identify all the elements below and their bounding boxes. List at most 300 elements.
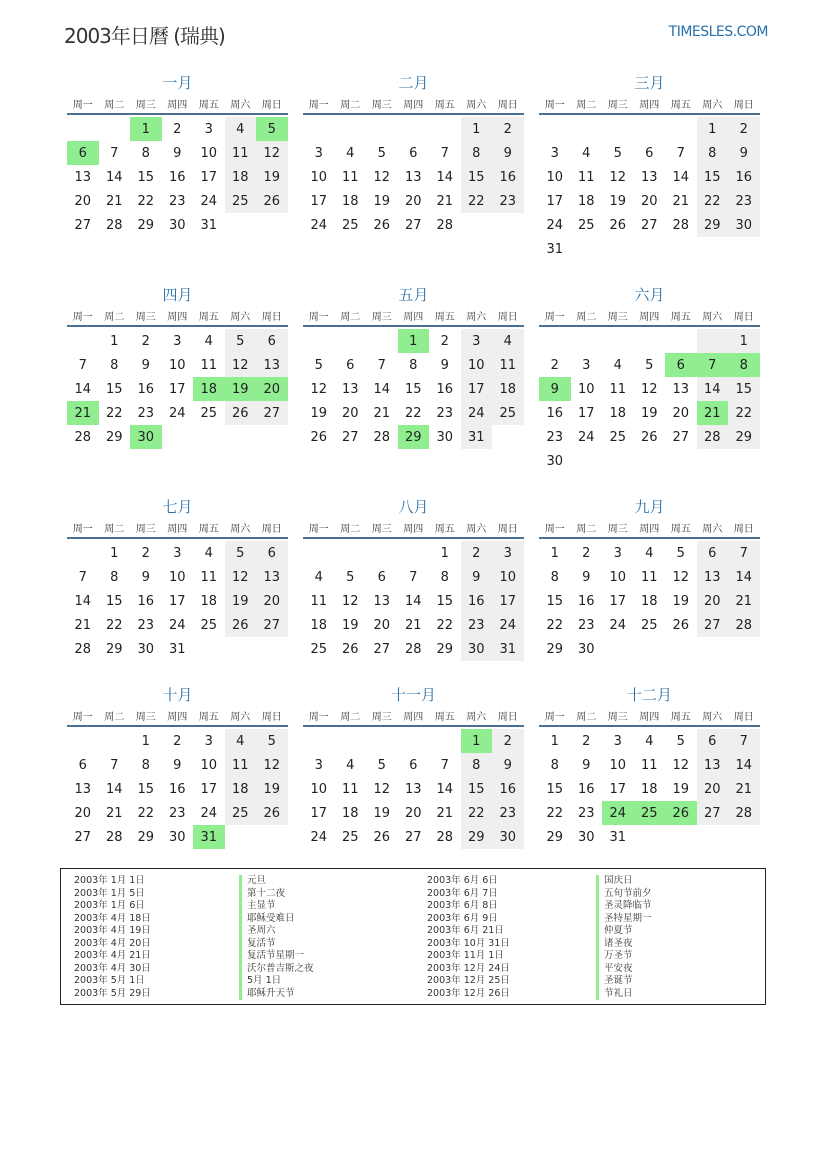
day-cell[interactable]: 8 [409,357,418,373]
day-cell[interactable]: 24 [492,613,524,637]
day-cell[interactable]: 3 [173,545,182,561]
day-cell[interactable]: 4 [613,357,622,373]
day-cell[interactable]: 23 [137,405,155,421]
day-cell[interactable]: 26 [373,829,391,845]
day-cell[interactable]: 9 [141,569,150,585]
day-cell[interactable]: 14 [74,381,92,397]
day-cell[interactable]: 23 [546,429,564,445]
day-cell[interactable]: 15 [461,165,493,189]
day-cell[interactable]: 12 [256,141,288,165]
day-cell[interactable]: 22 [404,405,422,421]
day-cell[interactable]: 1 [550,733,559,749]
day-cell[interactable]: 1 [728,329,760,353]
day-cell[interactable]: 12 [609,169,627,185]
holiday-cell[interactable]: 1 [461,729,493,753]
day-cell[interactable]: 17 [577,405,595,421]
day-cell[interactable]: 28 [436,829,454,845]
day-cell[interactable]: 30 [546,453,564,469]
day-cell[interactable]: 24 [461,401,493,425]
day-cell[interactable]: 19 [609,193,627,209]
day-cell[interactable]: 12 [225,353,257,377]
day-cell[interactable]: 18 [609,405,627,421]
day-cell[interactable]: 3 [492,541,524,565]
day-cell[interactable]: 2 [173,121,182,137]
day-cell[interactable]: 29 [728,425,760,449]
day-cell[interactable]: 9 [440,357,449,373]
day-cell[interactable]: 14 [404,593,422,609]
day-cell[interactable]: 1 [461,117,493,141]
day-cell[interactable]: 20 [697,777,729,801]
day-cell[interactable]: 10 [200,757,218,773]
day-cell[interactable]: 18 [640,781,658,797]
day-cell[interactable]: 9 [173,145,182,161]
day-cell[interactable]: 31 [609,829,627,845]
day-cell[interactable]: 17 [546,193,564,209]
day-cell[interactable]: 4 [204,545,213,561]
day-cell[interactable]: 17 [310,193,328,209]
day-cell[interactable]: 15 [728,377,760,401]
day-cell[interactable]: 13 [373,593,391,609]
day-cell[interactable]: 30 [577,641,595,657]
day-cell[interactable]: 21 [74,617,92,633]
holiday-cell[interactable]: 1 [130,117,162,141]
day-cell[interactable]: 16 [492,777,524,801]
day-cell[interactable]: 12 [310,381,328,397]
day-cell[interactable]: 24 [546,217,564,233]
day-cell[interactable]: 22 [137,193,155,209]
day-cell[interactable]: 2 [492,729,524,753]
day-cell[interactable]: 13 [697,753,729,777]
day-cell[interactable]: 2 [141,333,150,349]
day-cell[interactable]: 24 [200,805,218,821]
day-cell[interactable]: 10 [546,169,564,185]
site-logo[interactable]: TIMESLES.COM [668,24,768,40]
day-cell[interactable]: 28 [74,641,92,657]
day-cell[interactable]: 22 [697,189,729,213]
day-cell[interactable]: 15 [461,777,493,801]
day-cell[interactable]: 23 [168,193,186,209]
day-cell[interactable]: 7 [110,145,119,161]
day-cell[interactable]: 27 [74,217,92,233]
day-cell[interactable]: 13 [341,381,359,397]
day-cell[interactable]: 2 [461,541,493,565]
day-cell[interactable]: 25 [492,401,524,425]
holiday-cell[interactable]: 20 [256,377,288,401]
day-cell[interactable]: 20 [373,617,391,633]
day-cell[interactable]: 7 [440,145,449,161]
day-cell[interactable]: 13 [640,169,658,185]
day-cell[interactable]: 28 [105,829,123,845]
day-cell[interactable]: 4 [582,145,591,161]
day-cell[interactable]: 13 [404,169,422,185]
day-cell[interactable]: 2 [582,733,591,749]
day-cell[interactable]: 11 [577,169,595,185]
day-cell[interactable]: 19 [310,405,328,421]
day-cell[interactable]: 14 [672,169,690,185]
day-cell[interactable]: 17 [609,593,627,609]
day-cell[interactable]: 27 [341,429,359,445]
day-cell[interactable]: 8 [141,145,150,161]
day-cell[interactable]: 16 [728,165,760,189]
day-cell[interactable]: 8 [550,757,559,773]
day-cell[interactable]: 11 [609,381,627,397]
day-cell[interactable]: 17 [200,169,218,185]
day-cell[interactable]: 4 [492,329,524,353]
day-cell[interactable]: 3 [613,733,622,749]
day-cell[interactable]: 10 [310,169,328,185]
day-cell[interactable]: 14 [373,381,391,397]
day-cell[interactable]: 22 [105,405,123,421]
day-cell[interactable]: 16 [168,169,186,185]
day-cell[interactable]: 15 [105,593,123,609]
day-cell[interactable]: 11 [310,593,328,609]
day-cell[interactable]: 12 [341,593,359,609]
day-cell[interactable]: 19 [373,805,391,821]
day-cell[interactable]: 3 [204,733,213,749]
day-cell[interactable]: 3 [204,121,213,137]
day-cell[interactable]: 7 [440,757,449,773]
day-cell[interactable]: 21 [404,617,422,633]
day-cell[interactable]: 20 [74,193,92,209]
day-cell[interactable]: 9 [461,565,493,589]
day-cell[interactable]: 21 [728,589,760,613]
day-cell[interactable]: 4 [645,733,654,749]
day-cell[interactable]: 6 [645,145,654,161]
day-cell[interactable]: 13 [256,353,288,377]
day-cell[interactable]: 7 [78,569,87,585]
day-cell[interactable]: 16 [546,405,564,421]
holiday-cell[interactable]: 6 [67,141,99,165]
day-cell[interactable]: 2 [582,545,591,561]
day-cell[interactable]: 27 [640,217,658,233]
day-cell[interactable]: 30 [728,213,760,237]
day-cell[interactable]: 17 [168,593,186,609]
day-cell[interactable]: 20 [341,405,359,421]
day-cell[interactable]: 14 [74,593,92,609]
day-cell[interactable]: 11 [200,569,218,585]
day-cell[interactable]: 18 [492,377,524,401]
day-cell[interactable]: 9 [492,141,524,165]
day-cell[interactable]: 13 [697,565,729,589]
day-cell[interactable]: 11 [200,357,218,373]
day-cell[interactable]: 13 [74,781,92,797]
day-cell[interactable]: 20 [256,589,288,613]
day-cell[interactable]: 4 [645,545,654,561]
day-cell[interactable]: 20 [404,805,422,821]
day-cell[interactable]: 22 [137,805,155,821]
day-cell[interactable]: 28 [105,217,123,233]
day-cell[interactable]: 31 [461,425,493,449]
holiday-cell[interactable]: 26 [665,801,697,825]
day-cell[interactable]: 8 [110,569,119,585]
day-cell[interactable]: 8 [461,141,493,165]
day-cell[interactable]: 2 [492,117,524,141]
day-cell[interactable]: 27 [697,613,729,637]
holiday-cell[interactable]: 1 [398,329,430,353]
day-cell[interactable]: 16 [577,593,595,609]
holiday-cell[interactable]: 31 [193,825,225,849]
day-cell[interactable]: 3 [173,333,182,349]
day-cell[interactable]: 22 [461,801,493,825]
day-cell[interactable]: 26 [225,613,257,637]
day-cell[interactable]: 30 [492,825,524,849]
day-cell[interactable]: 28 [697,425,729,449]
day-cell[interactable]: 24 [609,617,627,633]
day-cell[interactable]: 15 [436,593,454,609]
day-cell[interactable]: 23 [461,613,493,637]
day-cell[interactable]: 19 [640,405,658,421]
day-cell[interactable]: 9 [492,753,524,777]
day-cell[interactable]: 29 [137,829,155,845]
day-cell[interactable]: 31 [200,217,218,233]
day-cell[interactable]: 5 [676,545,685,561]
day-cell[interactable]: 10 [461,353,493,377]
day-cell[interactable]: 25 [640,617,658,633]
day-cell[interactable]: 19 [225,589,257,613]
day-cell[interactable]: 17 [609,781,627,797]
day-cell[interactable]: 20 [672,405,690,421]
day-cell[interactable]: 14 [105,781,123,797]
day-cell[interactable]: 15 [137,781,155,797]
holiday-cell[interactable]: 5 [256,117,288,141]
day-cell[interactable]: 28 [404,641,422,657]
day-cell[interactable]: 10 [577,381,595,397]
day-cell[interactable]: 30 [577,829,595,845]
day-cell[interactable]: 11 [341,781,359,797]
day-cell[interactable]: 16 [137,381,155,397]
day-cell[interactable]: 9 [582,569,591,585]
holiday-cell[interactable]: 9 [539,377,571,401]
day-cell[interactable]: 21 [105,193,123,209]
day-cell[interactable]: 30 [137,641,155,657]
day-cell[interactable]: 12 [672,757,690,773]
day-cell[interactable]: 2 [440,333,449,349]
day-cell[interactable]: 22 [546,617,564,633]
day-cell[interactable]: 28 [728,801,760,825]
day-cell[interactable]: 28 [672,217,690,233]
holiday-cell[interactable]: 21 [67,401,99,425]
day-cell[interactable]: 30 [461,637,493,661]
day-cell[interactable]: 7 [676,145,685,161]
day-cell[interactable]: 11 [341,169,359,185]
day-cell[interactable]: 22 [546,805,564,821]
day-cell[interactable]: 6 [409,145,418,161]
day-cell[interactable]: 25 [341,829,359,845]
day-cell[interactable]: 26 [672,617,690,633]
day-cell[interactable]: 25 [225,189,257,213]
day-cell[interactable]: 13 [74,169,92,185]
day-cell[interactable]: 21 [672,193,690,209]
day-cell[interactable]: 8 [110,357,119,373]
day-cell[interactable]: 23 [492,801,524,825]
day-cell[interactable]: 31 [168,641,186,657]
day-cell[interactable]: 7 [728,541,760,565]
day-cell[interactable]: 11 [640,757,658,773]
day-cell[interactable]: 14 [436,169,454,185]
day-cell[interactable]: 5 [377,145,386,161]
day-cell[interactable]: 6 [78,757,87,773]
day-cell[interactable]: 27 [373,641,391,657]
day-cell[interactable]: 29 [697,213,729,237]
day-cell[interactable]: 1 [141,733,150,749]
day-cell[interactable]: 18 [225,165,257,189]
day-cell[interactable]: 12 [640,381,658,397]
day-cell[interactable]: 1 [110,545,119,561]
day-cell[interactable]: 12 [373,781,391,797]
holiday-cell[interactable]: 7 [697,353,729,377]
day-cell[interactable]: 6 [377,569,386,585]
day-cell[interactable]: 17 [200,781,218,797]
day-cell[interactable]: 7 [409,569,418,585]
day-cell[interactable]: 1 [110,333,119,349]
day-cell[interactable]: 16 [577,781,595,797]
day-cell[interactable]: 2 [550,357,559,373]
day-cell[interactable]: 4 [314,569,323,585]
day-cell[interactable]: 4 [225,729,257,753]
day-cell[interactable]: 30 [168,829,186,845]
day-cell[interactable]: 23 [577,617,595,633]
day-cell[interactable]: 6 [409,757,418,773]
day-cell[interactable]: 26 [310,429,328,445]
day-cell[interactable]: 14 [697,377,729,401]
day-cell[interactable]: 30 [168,217,186,233]
day-cell[interactable]: 20 [640,193,658,209]
day-cell[interactable]: 4 [204,333,213,349]
day-cell[interactable]: 10 [200,145,218,161]
day-cell[interactable]: 30 [436,429,454,445]
day-cell[interactable]: 7 [78,357,87,373]
day-cell[interactable]: 5 [613,145,622,161]
day-cell[interactable]: 11 [640,569,658,585]
day-cell[interactable]: 27 [697,801,729,825]
day-cell[interactable]: 18 [200,593,218,609]
day-cell[interactable]: 1 [440,545,449,561]
day-cell[interactable]: 23 [137,617,155,633]
day-cell[interactable]: 19 [256,165,288,189]
holiday-cell[interactable]: 21 [697,401,729,425]
day-cell[interactable]: 27 [256,401,288,425]
holiday-cell[interactable]: 8 [728,353,760,377]
day-cell[interactable]: 29 [105,641,123,657]
day-cell[interactable]: 8 [141,757,150,773]
day-cell[interactable]: 28 [373,429,391,445]
day-cell[interactable]: 19 [672,781,690,797]
day-cell[interactable]: 24 [168,405,186,421]
day-cell[interactable]: 25 [577,217,595,233]
day-cell[interactable]: 3 [461,329,493,353]
day-cell[interactable]: 5 [225,541,257,565]
day-cell[interactable]: 3 [582,357,591,373]
day-cell[interactable]: 10 [609,569,627,585]
day-cell[interactable]: 18 [310,617,328,633]
day-cell[interactable]: 2 [728,117,760,141]
day-cell[interactable]: 22 [461,189,493,213]
day-cell[interactable]: 22 [436,617,454,633]
day-cell[interactable]: 28 [728,613,760,637]
day-cell[interactable]: 15 [105,381,123,397]
day-cell[interactable]: 27 [404,217,422,233]
day-cell[interactable]: 6 [697,541,729,565]
day-cell[interactable]: 16 [137,593,155,609]
day-cell[interactable]: 7 [377,357,386,373]
day-cell[interactable]: 26 [225,401,257,425]
day-cell[interactable]: 6 [256,329,288,353]
day-cell[interactable]: 10 [609,757,627,773]
day-cell[interactable]: 15 [137,169,155,185]
day-cell[interactable]: 20 [74,805,92,821]
day-cell[interactable]: 28 [436,217,454,233]
day-cell[interactable]: 9 [728,141,760,165]
day-cell[interactable]: 26 [256,801,288,825]
day-cell[interactable]: 27 [672,429,690,445]
day-cell[interactable]: 10 [310,781,328,797]
day-cell[interactable]: 26 [341,641,359,657]
day-cell[interactable]: 19 [341,617,359,633]
day-cell[interactable]: 29 [546,829,564,845]
day-cell[interactable]: 25 [341,217,359,233]
day-cell[interactable]: 17 [168,381,186,397]
day-cell[interactable]: 7 [728,729,760,753]
day-cell[interactable]: 18 [225,777,257,801]
day-cell[interactable]: 19 [373,193,391,209]
day-cell[interactable]: 25 [200,617,218,633]
day-cell[interactable]: 8 [697,141,729,165]
day-cell[interactable]: 18 [341,805,359,821]
day-cell[interactable]: 11 [225,141,257,165]
holiday-cell[interactable]: 25 [634,801,666,825]
day-cell[interactable]: 5 [346,569,355,585]
day-cell[interactable]: 20 [404,193,422,209]
day-cell[interactable]: 24 [168,617,186,633]
day-cell[interactable]: 10 [492,565,524,589]
holiday-cell[interactable]: 29 [398,425,430,449]
day-cell[interactable]: 26 [373,217,391,233]
day-cell[interactable]: 24 [577,429,595,445]
day-cell[interactable]: 27 [404,829,422,845]
day-cell[interactable]: 2 [141,545,150,561]
day-cell[interactable]: 23 [436,405,454,421]
day-cell[interactable]: 13 [256,565,288,589]
holiday-cell[interactable]: 24 [602,801,634,825]
day-cell[interactable]: 26 [609,217,627,233]
day-cell[interactable]: 16 [492,165,524,189]
day-cell[interactable]: 23 [492,189,524,213]
holiday-cell[interactable]: 18 [193,377,225,401]
day-cell[interactable]: 14 [728,753,760,777]
day-cell[interactable]: 20 [697,589,729,613]
day-cell[interactable]: 21 [373,405,391,421]
day-cell[interactable]: 22 [728,401,760,425]
day-cell[interactable]: 15 [404,381,422,397]
day-cell[interactable]: 28 [74,429,92,445]
day-cell[interactable]: 29 [546,641,564,657]
day-cell[interactable]: 13 [672,381,690,397]
day-cell[interactable]: 29 [137,217,155,233]
day-cell[interactable]: 7 [110,757,119,773]
day-cell[interactable]: 21 [436,193,454,209]
day-cell[interactable]: 22 [105,617,123,633]
holiday-cell[interactable]: 6 [665,353,697,377]
day-cell[interactable]: 2 [173,733,182,749]
day-cell[interactable]: 17 [492,589,524,613]
day-cell[interactable]: 4 [346,757,355,773]
day-cell[interactable]: 18 [640,593,658,609]
day-cell[interactable]: 9 [582,757,591,773]
day-cell[interactable]: 25 [609,429,627,445]
day-cell[interactable]: 19 [256,777,288,801]
day-cell[interactable]: 6 [256,541,288,565]
day-cell[interactable]: 19 [672,593,690,609]
